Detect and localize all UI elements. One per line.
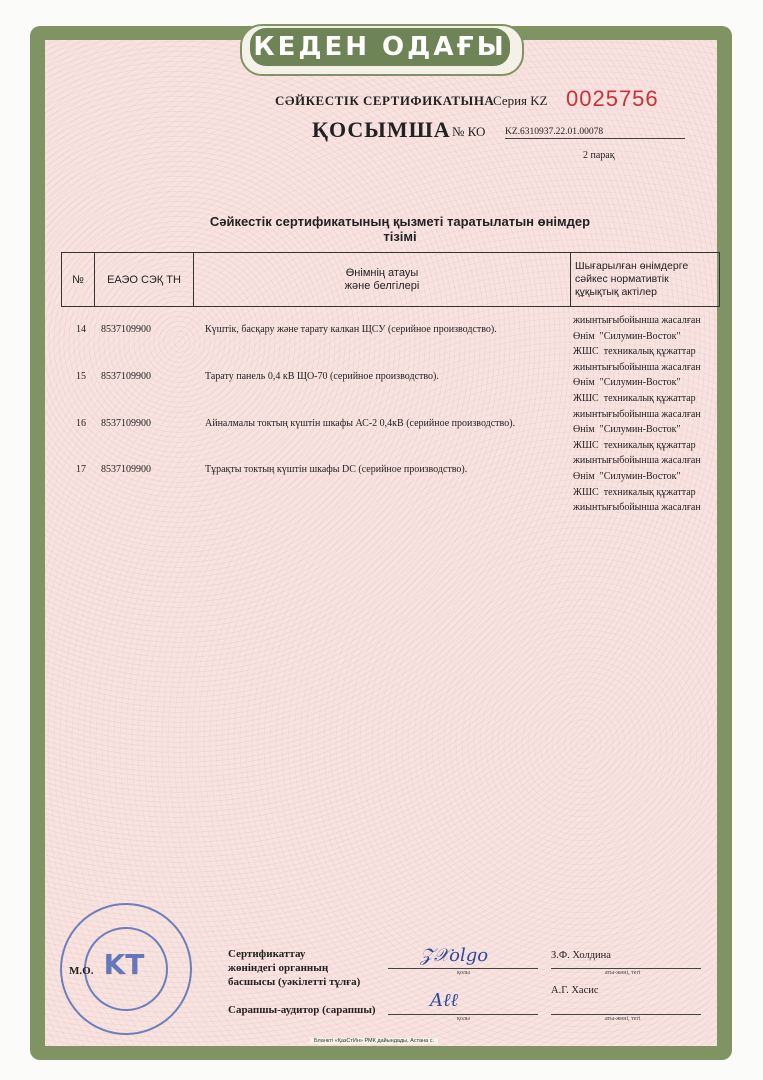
registration-no-label: № КО	[452, 124, 486, 139]
row-code: 8537109900	[101, 464, 151, 475]
head-signature-line	[388, 968, 538, 969]
form-footer: Бланкті «ҚазСтИн» РМК дайындады, Астана с.	[310, 1038, 438, 1044]
certificate-title: СӘЙКЕСТІК СЕРТИФИКАТЫНА	[275, 93, 495, 108]
normative-acts-text: жиынтығыбойынша жасалған Өнім "Силумин-Восток" ЖШС техникалық құжаттар жиынтығыбойынша жасалған Өнім "Силумин-Восток" ЖШС техникалық құжаттар жиынтығыбойынша жасалған Өнім "Силумин-Восток" ЖШС техникалық құжаттар жиынтығыбойынша жасалған Өнім "Силумин-Восток" ЖШС техникалық құжаттар жиынтығыбойынша жасалған	[573, 315, 701, 514]
seal-place-label: М.О.	[69, 965, 94, 977]
auditor-signature-caption: қолы	[457, 1016, 470, 1022]
products-table-header	[61, 252, 720, 307]
row-product-name: Тұрақты токтың күштін шкафы DC (серийное производство).	[205, 464, 468, 475]
row-product-name: Күштік, басқару және тарату калкан ЩСУ (серийное производство).	[205, 324, 497, 335]
certificate-number: 0025756	[566, 86, 659, 111]
certificate-paper	[45, 40, 717, 1046]
row-number: 16	[76, 418, 86, 429]
auditor-signature-line	[388, 1014, 538, 1015]
head-signatory-label: Сертификаттау жөніндегі органның басшысы (уәкілетті тұлға)	[228, 948, 361, 988]
row-code: 8537109900	[101, 324, 151, 335]
list-title: Сәйкестік сертификатының қызметі таратылатын өнімдер тізімі	[209, 214, 591, 244]
stamp-emblem-icon: KT	[103, 948, 145, 981]
row-number: 15	[76, 371, 86, 382]
row-code: 8537109900	[101, 371, 151, 382]
row-product-name: Айналмалы токтың күштін шкафы АС-2 0,4кВ (серийное производство).	[205, 418, 516, 429]
row-number: 14	[76, 324, 86, 335]
auditor-signature: Aℓℓ	[430, 990, 458, 1011]
head-signature: 𝒵𝒳olgo	[420, 945, 489, 966]
header-product-name: Өнімнің атауы және белгілері	[194, 253, 571, 307]
auditor-name-line	[551, 1014, 701, 1015]
head-name-line	[551, 968, 701, 969]
row-product-name: Тарату панель 0,4 кВ ЩО-70 (серийное производство).	[205, 371, 439, 382]
addendum-title: ҚОСЫМША	[312, 117, 451, 142]
row-number: 17	[76, 464, 86, 475]
auditor-name: А.Г. Хасис	[551, 985, 599, 996]
header-number: №	[62, 253, 95, 307]
header-normative-acts: Шығарылған өнімдерге сәйкес нормативтік құқықтық актілер	[571, 253, 720, 307]
head-signature-caption: қолы	[457, 970, 470, 976]
sheet-number: 2 парақ	[583, 150, 615, 161]
head-name-caption: аты-жөні, тегі	[605, 970, 641, 976]
series-label: Серия KZ	[493, 93, 548, 108]
auditor-label: Сарапшы-аудитор (сарапшы)	[228, 1004, 376, 1016]
auditor-name-caption: аты-жөні, тегі	[605, 1016, 641, 1022]
header-code: ЕАЭО СЭҚ ТН	[95, 253, 194, 307]
head-name: З.Ф. Холдина	[551, 950, 611, 961]
row-code: 8537109900	[101, 418, 151, 429]
registration-number: KZ.6310937.22.01.00078	[505, 127, 685, 139]
banner-title: КЕДЕН ОДАҒЫ	[250, 28, 510, 66]
